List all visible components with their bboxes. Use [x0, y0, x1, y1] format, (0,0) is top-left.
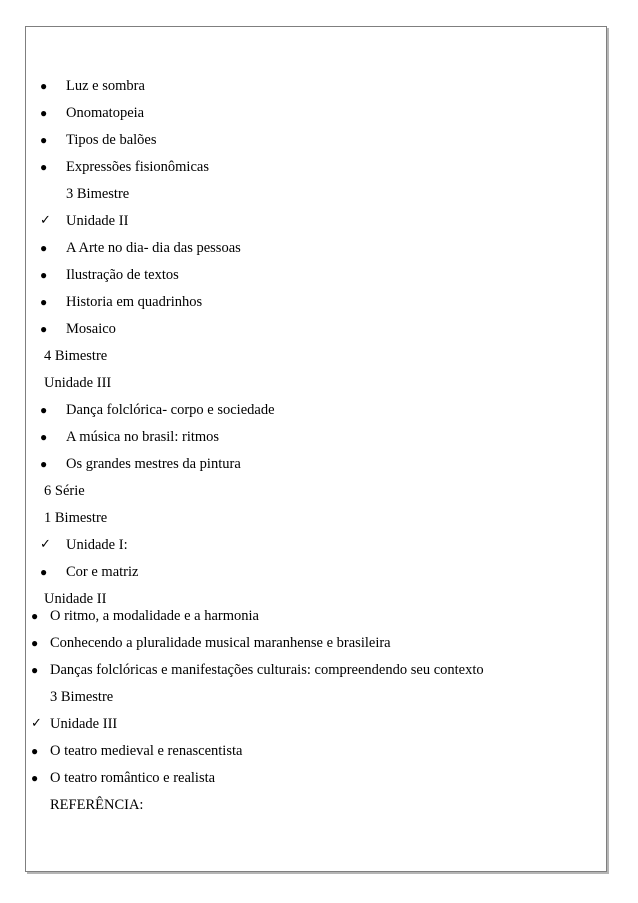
- line-text: Os grandes mestres da pintura: [66, 456, 241, 472]
- line-text: Conhecendo a pluralidade musical maranhense e brasileira: [50, 635, 391, 651]
- checkmark-icon: ✓: [40, 537, 51, 552]
- line-text: Unidade I:: [66, 537, 128, 553]
- line-text: Unidade III: [50, 716, 118, 732]
- bullet-icon: ●: [31, 744, 39, 758]
- line-text: O teatro medieval e renascentista: [50, 743, 243, 759]
- line-text: Tipos de balões: [66, 132, 157, 148]
- bullet-icon: ●: [31, 609, 39, 623]
- line-text: Dança folclórica- corpo e sociedade: [66, 402, 275, 418]
- line-text: A música no brasil: ritmos: [66, 429, 220, 445]
- bullet-icon: ●: [40, 403, 48, 417]
- bullet-icon: ●: [40, 457, 48, 471]
- checkmark-icon: ✓: [40, 213, 51, 228]
- line-text: Mosaico: [66, 321, 116, 337]
- line-text: Historia em quadrinhos: [66, 294, 203, 310]
- line-text: Onomatopeia: [66, 105, 145, 121]
- line-text: REFERÊNCIA:: [50, 797, 144, 813]
- line-text: Unidade III: [44, 375, 112, 391]
- bullet-icon: ●: [31, 771, 39, 785]
- bullet-icon: ●: [40, 79, 48, 93]
- bullet-icon: ●: [40, 106, 48, 120]
- line-text: Luz e sombra: [66, 78, 145, 94]
- line-text: Ilustração de textos: [66, 267, 179, 283]
- bullet-icon: ●: [40, 322, 48, 336]
- line-text: Unidade II: [44, 591, 107, 607]
- line-text: O teatro romântico e realista: [50, 770, 216, 786]
- line-text: 4 Bimestre: [44, 348, 108, 364]
- bullet-icon: ●: [31, 636, 39, 650]
- line-text: Danças folclóricas e manifestações culturais: compreendendo seu contexto: [50, 662, 484, 678]
- checkmark-icon: ✓: [31, 716, 42, 731]
- bullet-icon: ●: [40, 241, 48, 255]
- line-text: Cor e matriz: [66, 564, 139, 580]
- line-text: Expressões fisionômicas: [66, 159, 209, 175]
- bullet-icon: ●: [40, 430, 48, 444]
- line-text: A Arte no dia- dia das pessoas: [66, 240, 241, 256]
- line-text: O ritmo, a modalidade e a harmonia: [50, 608, 259, 624]
- bullet-icon: ●: [40, 133, 48, 147]
- bullet-icon: ●: [40, 160, 48, 174]
- line-text: 1 Bimestre: [44, 510, 108, 526]
- bullet-icon: ●: [40, 565, 48, 579]
- line-text: 3 Bimestre: [50, 689, 114, 705]
- bullet-icon: ●: [31, 663, 39, 677]
- bullet-icon: ●: [40, 295, 48, 309]
- line-text: Unidade II: [66, 213, 129, 229]
- bullet-icon: ●: [40, 268, 48, 282]
- line-text: 6 Série: [44, 483, 85, 499]
- line-text: 3 Bimestre: [66, 186, 130, 202]
